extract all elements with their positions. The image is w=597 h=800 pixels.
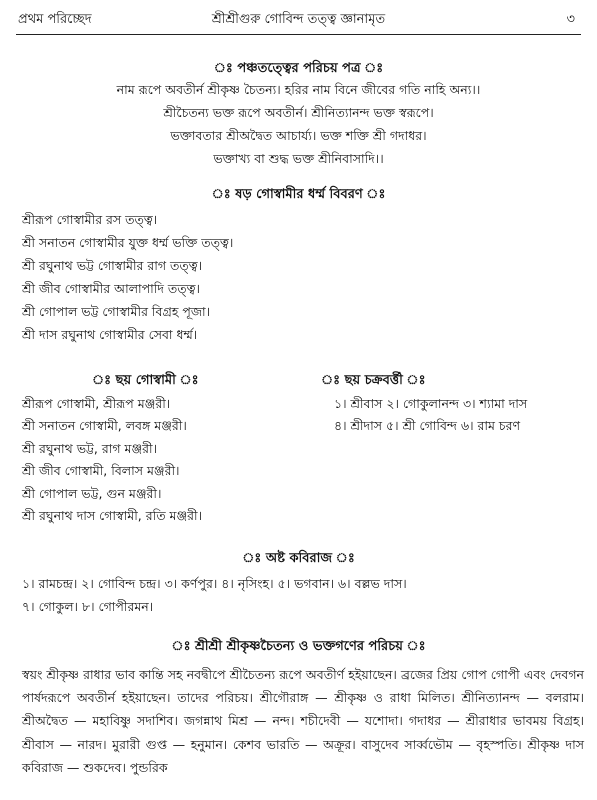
section-heading-chhoy-chakravarti: ঃ ছয় চক্রবর্ত্তী ঃ: [321, 373, 426, 388]
text-line: শ্রীরূপ গোস্বামী, শ্রীরূপ মঞ্জরী।: [22, 396, 171, 411]
text-line: শ্রী সনাতন গোস্বামী, লবঙ্গ মঞ্জরী।: [22, 418, 187, 433]
page-number: ৩: [566, 12, 575, 27]
section-heading-ashta-kaviraj: ঃ অষ্ট কবিরাজ ঃ: [242, 551, 355, 566]
text-line: শ্রী দাস রঘুনাথ গোস্বামীর সেবা ধর্ম্ম।: [22, 327, 198, 342]
text-line: ১। রামচন্দ্র। ২। গোবিন্দ চন্দ্র। ৩। কর্ণপুর। ৪। নৃসিংহ। ৫। ভগবান। ৬। বল্লভ দাস।: [22, 576, 407, 591]
text-line: শ্রীচৈতন্য ভক্ত রূপে অবতীর্ন। শ্রীনিত্যানন্দ ভক্ত স্বরূপে।: [163, 105, 434, 120]
text-line: ভক্তাখ্য বা শুদ্ধ ভক্ত শ্রীনিবাসাদি।।: [213, 151, 384, 166]
body-paragraph: স্বয়ং শ্রীকৃষ্ণ রাধার ভাব কান্তি সহ নবদ্বীপে শ্রীচৈতন্য রূপে অবতীর্ণ হইয়াছেন। ব্রজের প্রিয় গোপ গোপী এবং দেবগন পার্ষদরূপে অবতীর্ন হইয়াছেন। তাদের পরিচয়। শ্রীগৌরাঙ্গ — শ্রীকৃষ্ণ ও রাধা মিলিত। শ্রীনিত্যানন্দ — বলরাম। শ্রীঅদ্বৈত — মহাবিষ্ণু সদাশিব। জগন্নাথ মিশ্র — নন্দ। শচীদেবী — যশোদা। গদাধর — শ্রীরাধার ভাবময় বিগ্রহ। শ্রীবাস — নারদ। মুরারী গুপ্ত — হনুমান। কেশব ভারতি — অক্রূর। বাসুদেব সার্ব্বভৌম — বৃহস্পতি। শ্রীকৃষ্ণ দাস কবিরাজ — শুকদেব। পুন্ডরিক: [22, 667, 584, 775]
text-line: শ্রী রঘুনাথ ভট্ট, রাগ মঞ্জরী।: [22, 441, 158, 456]
section-heading-panchatattva: ঃ পঞ্চতত্ত্বের পরিচয় পত্র ঃ: [213, 61, 384, 76]
header-divider: [16, 34, 581, 35]
text-line: শ্রী জীব গোস্বামী, বিলাস মঞ্জরী।: [22, 463, 180, 478]
book-title: শ্রীশ্রীগুরু গোবিন্দ তত্ত্ব জ্ঞানামৃত: [211, 12, 386, 27]
text-line: ভক্তাবতার শ্রীঅদ্বৈত আচার্য্য। ভক্ত শক্তি শ্রী গদাধর।: [170, 128, 427, 143]
section-heading-chhoy-goswami: ঃ ছয় গোস্বামী ঃ: [92, 373, 199, 388]
chapter-label: প্রথম পরিচ্ছেদ: [18, 12, 92, 27]
text-line: শ্রী সনাতন গোস্বামীর যুক্ত ধর্ম্ম ভক্তি তত্ত্ব।: [22, 235, 234, 250]
text-line: শ্রী গোপাল ভট্ট, গুন মঞ্জরী।: [22, 486, 162, 501]
text-line: ৪। শ্রীদাস ৫। শ্রী গোবিন্দ ৬। রাম চরণ: [334, 418, 521, 433]
section-heading-chaitanya-parichay: ঃ শ্রীশ্রী শ্রীকৃষ্ণচৈতন্য ও ভক্তগণের পরিচয় ঃ: [171, 639, 426, 654]
running-header: [18, 9, 579, 31]
text-line: ৭। গোকুল। ৮। গোপীরমন।: [22, 599, 154, 614]
text-line: শ্রী জীব গোস্বামীর আলাপাদি তত্ত্ব।: [22, 281, 201, 296]
text-line: শ্রী রঘুনাথ দাস গোস্বামী, রতি মঞ্জরী।: [22, 508, 203, 523]
text-line: শ্রী গোপাল ভট্ট গোস্বামীর বিগ্রহ পূজা।: [22, 304, 211, 319]
text-line: ১। শ্রীবাস ২। গোকুলানন্দ ৩। শ্যামা দাস: [334, 396, 528, 411]
section-heading-goswami-dharma: ঃ ষড় গোস্বামীর ধর্ম্ম বিবরণ ঃ: [211, 187, 386, 202]
text-line: শ্রী রঘুনাথ ভট্ট গোস্বামীর রাগ তত্ত্ব।: [22, 258, 203, 273]
text-line: শ্রীরূপ গোস্বামীর রস তত্ত্ব।: [22, 212, 158, 227]
text-line: নাম রূপে অবতীর্ন শ্রীকৃষ্ণ চৈতন্য। হরির নাম বিনে জীবের গতি নাহি অন্য।।: [116, 82, 481, 97]
